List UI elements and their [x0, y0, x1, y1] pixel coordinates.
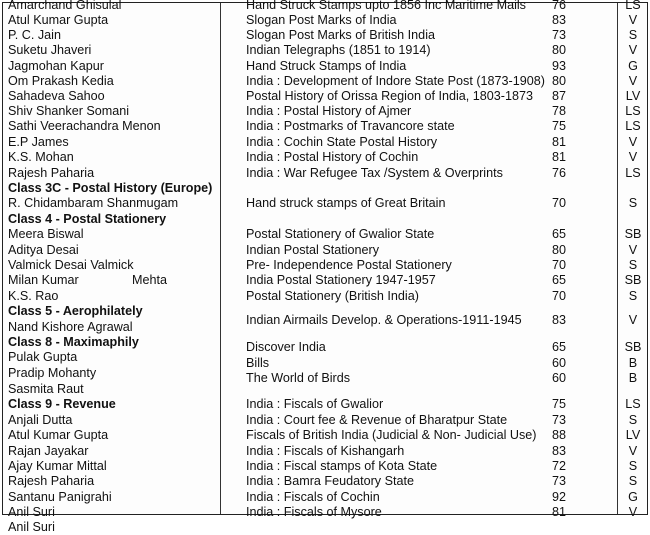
award-code: LS — [625, 119, 641, 133]
exhibitor-name: Atul Kumar Gupta — [8, 13, 109, 27]
entry-row — [3, 520, 647, 535]
marks-value: 83 — [551, 313, 566, 327]
marks-value: 60 — [551, 356, 566, 370]
exhibitor-name: Rajesh Paharia — [8, 166, 95, 180]
exhibit-title: India Postal Stationery 1947-1957 — [246, 273, 436, 287]
entry-details — [3, 150, 647, 165]
exhibitor-name: Ajay Kumar Mittal — [8, 459, 107, 473]
award-code: S — [628, 413, 638, 427]
award-code: V — [628, 150, 638, 164]
exhibit-title: India : Postal History of Ajmer — [246, 104, 412, 118]
entry-details — [3, 313, 647, 328]
award-code: SB — [624, 273, 642, 287]
entry-details — [3, 243, 647, 258]
exhibitor-name: Valmick Desai Valmick — [8, 258, 134, 272]
exhibit-title: Slogan Post Marks of India — [246, 13, 397, 27]
exhibitor-name: Santanu Panigrahi — [8, 490, 112, 504]
exhibitor-name: E.P James — [8, 135, 69, 149]
marks-value: 70 — [551, 289, 566, 303]
exhibit-title: Indian Postal Stationery — [246, 243, 380, 257]
marks-value: 93 — [551, 59, 566, 73]
exhibit-title: Bills — [246, 356, 270, 370]
marks-value: 70 — [551, 258, 566, 272]
entry-details — [3, 428, 647, 443]
class-heading-text: Class 9 - Revenue — [8, 397, 116, 411]
award-code: LV — [625, 89, 641, 103]
exhibit-title: Slogan Post Marks of British India — [246, 28, 435, 42]
exhibitor-name: Nand Kishore Agrawal — [8, 320, 133, 334]
class-heading-text: Class 8 - Maximaphily — [8, 335, 139, 349]
exhibit-title: Postal Stationery (British India) — [246, 289, 419, 303]
entry-details — [3, 258, 647, 273]
exhibit-title: India : Bamra Feudatory State — [246, 474, 415, 488]
entry-details — [3, 397, 647, 412]
marks-value: 76 — [551, 0, 566, 12]
results-page — [2, 0, 648, 534]
class-heading-text: Class 5 - Aerophilately — [8, 304, 143, 318]
entry-details — [3, 490, 647, 505]
exhibitor-name: Anil Suri — [8, 520, 55, 534]
award-code: LV — [625, 428, 641, 442]
award-code: LS — [625, 397, 641, 411]
entry-details — [3, 196, 647, 211]
exhibit-title: Hand Struck Stamps of India — [246, 59, 407, 73]
entry-details — [3, 444, 647, 459]
exhibitor-name: R. Chidambaram Shanmugam — [8, 196, 179, 210]
exhibitor-name-extra: Mehta — [132, 273, 168, 287]
exhibitor-name: Suketu Jhaveri — [8, 43, 92, 57]
award-code: S — [628, 196, 638, 210]
entry-details — [3, 28, 647, 43]
exhibit-title: Hand struck stamps of Great Britain — [246, 196, 446, 210]
award-code: B — [628, 356, 638, 370]
class-heading-text: Class 4 - Postal Stationery — [8, 212, 167, 226]
exhibit-title: India : Fiscals of Gwalior — [246, 397, 384, 411]
marks-value: 88 — [551, 428, 566, 442]
entry-details — [3, 0, 647, 13]
exhibitor-name: Shiv Shanker Somani — [8, 104, 130, 118]
entry-details — [3, 459, 647, 474]
entry-details — [3, 59, 647, 74]
exhibit-title: Indian Telegraphs (1851 to 1914) — [246, 43, 431, 57]
award-code: G — [628, 490, 638, 504]
award-code: V — [628, 313, 638, 327]
award-code: LS — [625, 166, 641, 180]
marks-value: 73 — [551, 474, 566, 488]
entry-details — [3, 289, 647, 304]
marks-value: 80 — [551, 43, 566, 57]
marks-value: 72 — [551, 459, 566, 473]
marks-value: 92 — [551, 490, 566, 504]
exhibit-title: India : War Refugee Tax /System & Overprints — [246, 166, 503, 180]
marks-value: 70 — [551, 196, 566, 210]
marks-value: 73 — [551, 413, 566, 427]
class-heading — [3, 212, 647, 227]
class-heading-text: Class 3C - Postal History (Europe) — [8, 181, 213, 195]
award-code: S — [628, 28, 638, 42]
marks-value: 87 — [551, 89, 566, 103]
marks-value: 83 — [551, 444, 566, 458]
marks-value: 78 — [551, 104, 566, 118]
exhibit-title: India : Fiscals of Cochin — [246, 490, 380, 504]
entry-details — [3, 356, 647, 371]
exhibitor-name: Rajesh Paharia — [8, 474, 95, 488]
award-code: V — [628, 444, 638, 458]
exhibitor-name: Sasmita Raut — [8, 382, 84, 396]
exhibit-title: Indian Airmails Develop. & Operations-1911-1945 — [246, 313, 522, 327]
exhibit-title: Discover India — [246, 340, 326, 354]
exhibit-title: India : Development of Indore State Post (1873-1908) — [246, 74, 545, 88]
award-code: S — [628, 459, 638, 473]
marks-value: 83 — [551, 13, 566, 27]
exhibitor-name: Rajan Jayakar — [8, 444, 89, 458]
exhibitor-name: Amarchand Ghisulal — [8, 0, 122, 12]
marks-value: 73 — [551, 28, 566, 42]
exhibit-title: India : Postal History of Cochin — [246, 150, 419, 164]
marks-value: 65 — [551, 227, 566, 241]
exhibitor-name: K.S. Mohan — [8, 150, 74, 164]
entry-details — [3, 371, 647, 386]
entry-details — [3, 505, 647, 520]
award-code: V — [628, 243, 638, 257]
entry-details — [3, 13, 647, 28]
entry-details — [3, 43, 647, 58]
exhibitor-name: Pulak Gupta — [8, 350, 78, 364]
exhibit-title: India : Postmarks of Travancore state — [246, 119, 455, 133]
marks-value: 80 — [551, 74, 566, 88]
award-code: V — [628, 43, 638, 57]
exhibitor-name: Sahadeva Sahoo — [8, 89, 105, 103]
exhibit-title: India : Fiscal stamps of Kota State — [246, 459, 438, 473]
exhibitor-name: K.S. Rao — [8, 289, 59, 303]
marks-value: 65 — [551, 340, 566, 354]
award-code: V — [628, 135, 638, 149]
award-code: G — [628, 59, 638, 73]
entry-details — [3, 413, 647, 428]
exhibitor-name: Sathi Veerachandra Menon — [8, 119, 161, 133]
marks-value: 81 — [551, 150, 566, 164]
marks-value: 81 — [551, 135, 566, 149]
exhibitor-name: Meera Biswal — [8, 227, 84, 241]
award-code: S — [628, 474, 638, 488]
entry-details — [3, 166, 647, 181]
marks-value: 60 — [551, 371, 566, 385]
entry-details — [3, 89, 647, 104]
entry-details — [3, 74, 647, 89]
award-code: SB — [624, 340, 642, 354]
entry-details — [3, 474, 647, 489]
marks-value: 76 — [551, 166, 566, 180]
exhibitor-name: Jagmohan Kapur — [8, 59, 104, 73]
award-code: V — [628, 74, 638, 88]
class-heading — [3, 181, 647, 196]
entry-details — [3, 104, 647, 119]
entry-details — [3, 227, 647, 242]
marks-value: 80 — [551, 243, 566, 257]
exhibitor-name: Pradip Mohanty — [8, 366, 97, 380]
award-code: B — [628, 371, 638, 385]
marks-value: 75 — [551, 119, 566, 133]
exhibitor-name: Aditya Desai — [8, 243, 79, 257]
entry-details — [3, 340, 647, 355]
entry-details — [3, 273, 647, 288]
marks-value: 65 — [551, 273, 566, 287]
entry-details — [3, 119, 647, 134]
award-code: V — [628, 13, 638, 27]
exhibit-title: India : Court fee & Revenue of Bharatpur State — [246, 413, 508, 427]
exhibit-title: India : Fiscals of Kishangarh — [246, 444, 405, 458]
exhibit-title: Postal History of Orissa Region of India, 1803-1873 — [246, 89, 534, 103]
exhibit-title: Fiscals of British India (Judicial & Non- Judicial Use) — [246, 428, 537, 442]
exhibitor-name: Atul Kumar Gupta — [8, 428, 109, 442]
exhibit-title: India : Cochin State Postal History — [246, 135, 438, 149]
exhibitor-name: Milan Kumar — [8, 273, 79, 287]
award-code: S — [628, 258, 638, 272]
exhibit-title: Pre- Independence Postal Stationery — [246, 258, 452, 272]
marks-value: 81 — [551, 505, 566, 519]
exhibitor-name: Anil Suri — [8, 505, 55, 519]
marks-value: 75 — [551, 397, 566, 411]
entry-details — [3, 135, 647, 150]
award-code: LS — [625, 0, 641, 12]
award-code: LS — [625, 104, 641, 118]
exhibit-title: Postal Stationery of Gwalior State — [246, 227, 435, 241]
award-code: S — [628, 289, 638, 303]
exhibitor-name: Om Prakash Kedia — [8, 74, 114, 88]
exhibitor-name: P. C. Jain — [8, 28, 61, 42]
exhibitor-name: Anjali Dutta — [8, 413, 73, 427]
exhibit-title: India : Fiscals of Mysore — [246, 505, 382, 519]
exhibit-title: Hand Struck Stamps upto 1856 Inc Maritime Mails — [246, 0, 526, 12]
award-code: SB — [624, 227, 642, 241]
award-code: V — [628, 505, 638, 519]
exhibit-title: The World of Birds — [246, 371, 351, 385]
